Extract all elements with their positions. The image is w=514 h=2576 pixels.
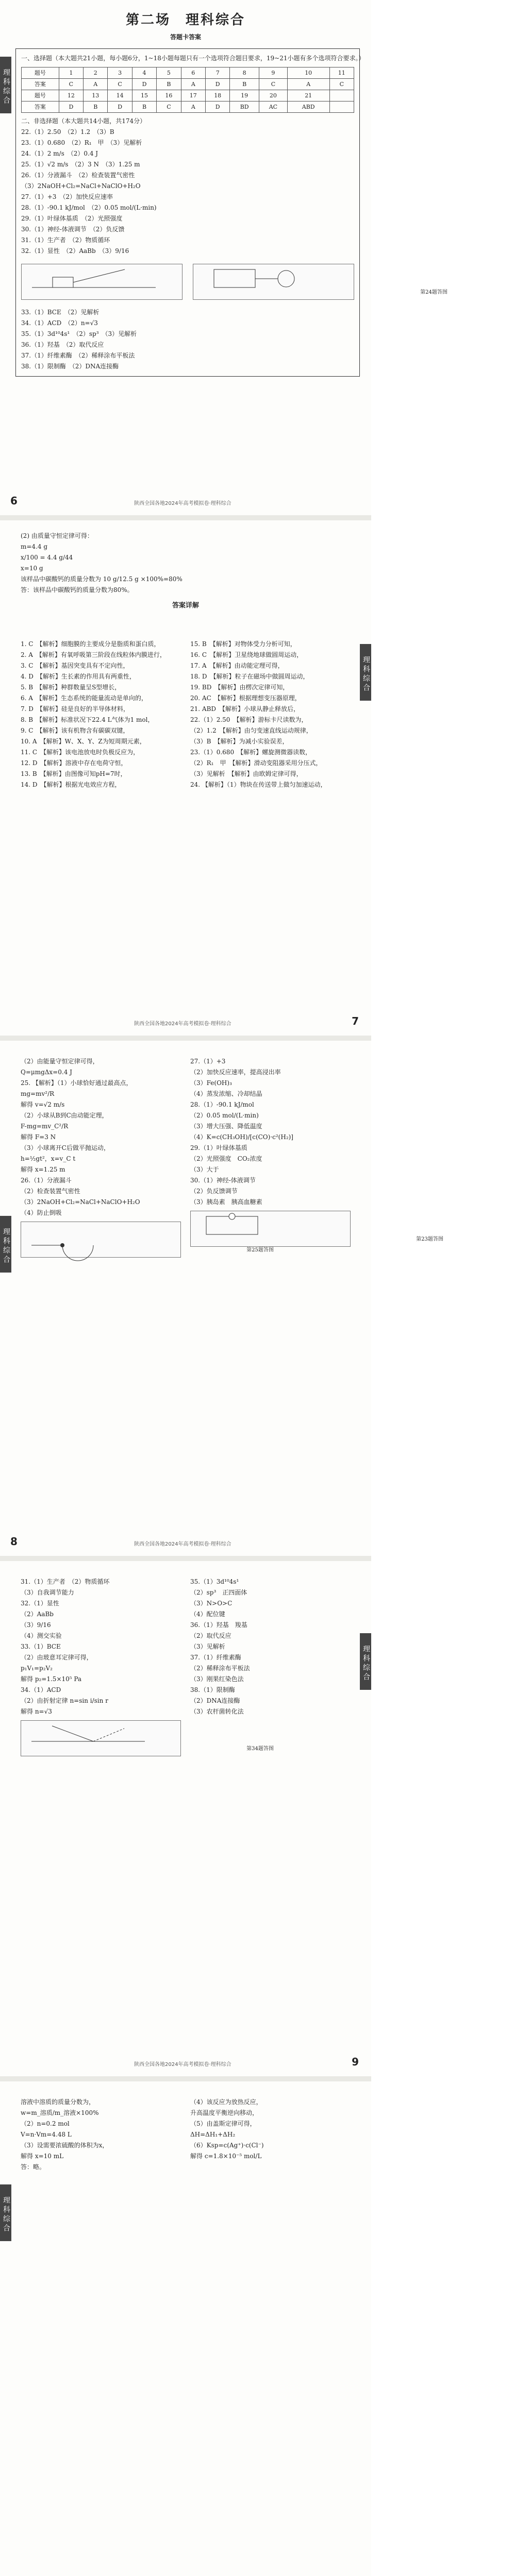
text-block — [21, 1577, 181, 1717]
table-cell: 5 — [157, 67, 181, 79]
table-cell: B — [230, 79, 259, 90]
text-line: （3）设需要浓硫酸的体积为x， — [21, 2142, 109, 2149]
text-line: 13. B 【解析】由图像可知pH=7时， — [21, 770, 127, 777]
text-line: 36.（1）羟基 羧基 — [190, 1621, 247, 1629]
table-cell: 1 — [59, 67, 83, 79]
table-cell: D — [206, 79, 230, 90]
text-line: 14. D 【解析】根据光电效应方程， — [21, 781, 121, 788]
table-cell: B — [84, 101, 108, 113]
text-line: （4）测交实验 — [21, 1632, 62, 1639]
text-line: x=10 g — [21, 565, 43, 572]
text-block — [21, 1056, 181, 1218]
table-cell: 8 — [230, 67, 259, 79]
side-tab: 理科综合 — [360, 1633, 371, 1690]
table-cell: A — [287, 79, 329, 90]
text-line: （3）Fe(OH)₃ — [190, 1079, 232, 1087]
text-line: m=4.4 g — [21, 543, 48, 550]
text-line: 17. A 【解析】由动能定理可得， — [190, 662, 284, 669]
text-line: 37.（1）纤维素酶 （2）稀释涂布平板法 — [21, 352, 135, 359]
text-line: 26.（1）分液漏斗 （2）检查装置气密性 — [21, 172, 135, 179]
intro-text: 一、选择题（本大题共21小题，每小题6分，1~18小题每题只有一个选项符合题目要求，19~21小题有多个选项符合要求。） — [21, 55, 365, 62]
text-line: 解得 x=10 mL — [21, 2153, 64, 2160]
side-tab: 理科综合 — [0, 57, 11, 113]
left-column — [21, 2097, 181, 2173]
text-line: （2）sp³ 正四面体 — [190, 1589, 247, 1596]
text-line: 19. BD 【解析】由楞次定律可知， — [190, 684, 289, 691]
page-number: 9 — [352, 2056, 359, 2068]
text-line: （2）加快反应速率，提高浸出率 — [190, 1069, 281, 1076]
text-line: （2）小球从B到C由动能定理， — [21, 1112, 108, 1119]
table-cell — [329, 101, 354, 113]
text-line: 15. B 【解析】对物体受力分析可知， — [190, 640, 296, 648]
text-line: 解得 p₂=1.5×10⁵ Pa — [21, 1675, 82, 1683]
text-line: Q=μmgΔx=0.4 J — [21, 1069, 72, 1076]
document-page-2 — [0, 520, 371, 1041]
table-cell: D — [59, 101, 83, 113]
text-line: 解得 x=1.25 m — [21, 1166, 65, 1173]
text-line: （2）DNA连接酶 — [190, 1697, 240, 1704]
text-line: （4）配位键 — [190, 1611, 225, 1618]
text-line: 29.（1）叶绿体基质 （2）光照强度 — [21, 215, 123, 222]
text-line: 18. D 【解析】粒子在磁场中做圆周运动， — [190, 673, 309, 680]
text-line: 25. 【解析】（1）小球恰好通过最高点， — [21, 1079, 132, 1087]
table-cell: C — [259, 79, 287, 90]
two-columns — [21, 2097, 351, 2173]
text-line: 31.（1）生产者 （2）物质循环 — [21, 236, 110, 244]
text-line: （2）由折射定律 n=sin i/sin r — [21, 1697, 108, 1704]
table-cell: A — [84, 79, 108, 90]
text-line: （2）光照强度 CO₂浓度 — [190, 1155, 262, 1162]
text-line: （3）见解析 — [190, 1643, 225, 1650]
figure-caption: 第34题答图 — [246, 1746, 274, 1752]
text-line: （5）由盖斯定律可得， — [190, 2120, 256, 2127]
text-line: 解得 v=√2 m/s — [21, 1101, 65, 1108]
text-line: （2）1.2 【解析】由匀变速直线运动规律， — [190, 727, 312, 734]
text-line: 27.（1）+3 （2）加快反应速率 — [21, 193, 113, 200]
right-column — [190, 1056, 443, 1261]
text-line: 解得 n=√3 — [21, 1708, 52, 1715]
figure-graphic — [21, 1222, 180, 1250]
text-line: （2）n=0.2 mol — [21, 2120, 70, 2127]
page-number: 6 — [10, 495, 18, 507]
text-line: 24. 【解析】（1）物块在传送带上做匀加速运动， — [190, 781, 327, 788]
text-line: （2）0.05 mol/(L·min) — [190, 1112, 259, 1119]
text-line: （3）农杆菌转化法 — [190, 1708, 244, 1715]
text-line: V=n·Vm=4.48 L — [21, 2131, 72, 2138]
two-columns — [21, 1577, 351, 1759]
table-cell: 17 — [181, 90, 205, 101]
text-line: （2）由玻意耳定律可得， — [21, 1654, 93, 1661]
text-line: (2) 由质量守恒定律可得： — [21, 532, 93, 539]
text-line: 22.（1）2.50 （2）1.2 （3）B — [21, 128, 114, 135]
text-line: 23.（1）0.680 【解析】螺旋测微器读数， — [190, 749, 312, 756]
footer-text: 陕西全国各地2024年高考模拟卷·理科综合 — [134, 1541, 231, 1547]
table-cell: 12 — [59, 90, 83, 101]
text-line: 9. C 【解析】该有机物含有碳碳双键， — [21, 727, 129, 734]
text-line: （6）Ksp=c(Ag⁺)·c(Cl⁻) — [190, 2142, 264, 2149]
table-cell: AC — [259, 101, 287, 113]
text-line: （3）见解析 【解析】由欧姆定律可得， — [190, 770, 303, 777]
section-title: 第二场 理科综合 — [125, 12, 245, 28]
text-line: ΔH=ΔH₁+ΔH₂ — [190, 2131, 236, 2138]
table-cell: 2 — [84, 67, 108, 79]
table-cell: 7 — [206, 67, 230, 79]
figure — [21, 264, 183, 300]
two-columns — [21, 1056, 443, 1261]
table-cell: 18 — [206, 90, 230, 101]
document-page-3 — [0, 1041, 443, 1561]
text-line: 26.（1）分液漏斗 — [21, 1177, 72, 1184]
table-cell: A — [181, 79, 205, 90]
answer-card-title: 答题卡答案 — [170, 33, 201, 41]
text-line: 22.（1）2.50 【解析】游标卡尺读数为， — [190, 716, 308, 723]
text-line: （2）R₁ 甲 【解析】滑动变阻器采用分压式， — [190, 759, 322, 767]
text-line: （3）刚果红染色法 — [190, 1675, 244, 1683]
text-line: mg=mv²/R — [21, 1090, 55, 1097]
table-cell: 4 — [132, 67, 156, 79]
text-line: 2. A 【解析】有氧呼吸第三阶段在线粒体内膜进行， — [21, 651, 166, 658]
figure — [21, 1222, 274, 1258]
table-cell: 答案 — [22, 79, 59, 90]
text-line: 35.（1）3d¹⁰4s¹ — [190, 1578, 239, 1585]
text-line: 16. C 【解析】卫星绕地球做圆周运动， — [190, 651, 303, 658]
figure-graphic — [191, 1211, 350, 1240]
right-column — [190, 1577, 351, 1759]
text-line: 25.（1）√2 m/s （2）3 N （3）1.25 m — [21, 161, 140, 168]
figure-caption: 第24题答图 — [420, 290, 447, 295]
footer-text: 陕西全国各地2024年高考模拟卷·理科综合 — [134, 2062, 231, 2067]
table-cell: B — [132, 101, 156, 113]
text-line: 38.（1）限制酶 — [190, 1686, 235, 1693]
figure-caption: 第23题答图 — [416, 1236, 443, 1242]
text-line: 1. C 【解析】细胞膜的主要成分是脂质和蛋白质， — [21, 640, 160, 648]
table-cell: BD — [230, 101, 259, 113]
table-cell: D — [132, 79, 156, 90]
text-line: w=m_溶质/m_溶液×100% — [21, 2109, 99, 2116]
figure-graphic — [21, 1721, 180, 1749]
text-line: （2）取代反应 — [190, 1632, 231, 1639]
text-line: （2）由能量守恒定律可得， — [21, 1058, 99, 1065]
document-page-4 — [0, 1561, 371, 2081]
table-cell: A — [181, 101, 205, 113]
text-line: 38.（1）限制酶 （2）DNA连接酶 — [21, 363, 119, 370]
text-block — [190, 1056, 351, 1208]
table-cell: 20 — [259, 90, 287, 101]
text-line: 20. AC 【解析】根据理想变压器原理， — [190, 694, 301, 702]
text-line: 12. D 【解析】溶液中存在电荷守恒， — [21, 759, 127, 767]
answer-lines — [21, 307, 354, 372]
text-line: 23.（1）0.680 （2）R₁ 甲 （3）见解析 — [21, 139, 142, 146]
table-cell: 题号 — [22, 67, 59, 79]
text-line: 28.（1）-90.1 kJ/mol （2）0.05 mol/(L·min) — [21, 204, 157, 211]
figure-caption: 第25题答图 — [246, 1247, 274, 1253]
text-line: p₁V₁=p₂V₂ — [21, 1665, 53, 1672]
text-line: 36.（1）羟基 （2）取代反应 — [21, 341, 104, 348]
answer-card-box — [15, 48, 447, 377]
table-cell: C — [59, 79, 83, 90]
right-column — [190, 639, 351, 790]
page-number: 7 — [352, 1015, 359, 1027]
text-line: x/100 = 4.4 g/44 — [21, 554, 73, 561]
text-line: 31.（1）生产者 （2）物质循环 — [21, 1578, 110, 1585]
right-column — [190, 2097, 351, 2173]
table-cell: 11 — [329, 67, 354, 79]
text-line: F-mg=mv_C²/R — [21, 1123, 69, 1130]
text-line: 35.（1）3d¹⁰4s¹ （2）sp³ （3）见解析 — [21, 330, 137, 337]
text-line: （3）增大压强、降低温度 — [190, 1123, 262, 1130]
table-cell: 9 — [259, 67, 287, 79]
table-cell: 16 — [157, 90, 181, 101]
figure — [21, 1720, 274, 1756]
table-cell — [329, 90, 354, 101]
text-line: 6. A 【解析】生态系统的能量流动是单向的， — [21, 694, 147, 702]
text-line: （4）蒸发浓缩、冷却结晶 — [190, 1090, 262, 1097]
table-cell: D — [108, 101, 132, 113]
text-line: 27.（1）+3 — [190, 1058, 226, 1065]
text-line: （3）B 【解析】为减小实验误差， — [190, 738, 289, 745]
table-cell: B — [157, 79, 181, 90]
text-line: 二、非选择题（本大题共14小题，共174分） — [21, 117, 146, 125]
table-cell: D — [206, 101, 230, 113]
table-cell: 13 — [84, 90, 108, 101]
text-line: 29.（1）叶绿体基质 — [190, 1144, 247, 1151]
figure-graphic — [193, 264, 354, 293]
text-line: 11. C 【解析】该电池放电时负极反应为， — [21, 749, 140, 756]
document-page-1 — [0, 0, 447, 520]
text-line: h=½gt²，x=v_C t — [21, 1155, 76, 1162]
answer-table — [21, 67, 354, 113]
two-columns — [21, 639, 351, 790]
table-cell: 15 — [132, 90, 156, 101]
text-line: 34.（1）ACD （2）n=√3 — [21, 319, 98, 327]
answer-lines — [21, 116, 354, 257]
text-line: （3）自我调节能力 — [21, 1589, 74, 1596]
footer-text: 陕西全国各地2024年高考模拟卷·理科综合 — [134, 1021, 231, 1027]
document-page-5 — [0, 2081, 371, 2576]
figure — [190, 1211, 443, 1247]
text-line: （3）大于 — [190, 1166, 219, 1173]
table-cell: 3 — [108, 67, 132, 79]
text-line: （4）K=c(CH₃OH)/[c(CO)·c²(H₂)] — [190, 1133, 293, 1141]
table-row — [22, 101, 354, 113]
text-line: 3. C 【解析】基因突变具有不定向性， — [21, 662, 129, 669]
text-line: （2）负反馈调节 — [190, 1188, 238, 1195]
section-heading: 答案详解 — [172, 602, 199, 609]
figure — [193, 264, 447, 300]
table-row — [22, 79, 354, 90]
text-line: 解得 c=1.8×10⁻⁵ mol/L — [190, 2153, 262, 2160]
table-cell: 6 — [181, 67, 205, 79]
table-cell: C — [329, 79, 354, 90]
figure-graphic — [22, 264, 182, 293]
table-cell: 题号 — [22, 90, 59, 101]
text-line: 32.（1）显性 — [21, 1600, 59, 1607]
text-line: （3）胰岛素 胰高血糖素 — [190, 1198, 262, 1206]
text-line: （3）2NaOH+Cl₂=NaCl+NaClO+H₂O — [21, 1198, 140, 1206]
text-line: 5. B 【解析】种群数量呈S型增长， — [21, 684, 121, 691]
text-line: （2）稀释涂布平板法 — [190, 1665, 250, 1672]
text-line: 答：略。 — [21, 2163, 46, 2171]
table-cell: 19 — [230, 90, 259, 101]
page-number: 8 — [10, 1535, 18, 1548]
side-tab: 理科综合 — [0, 2184, 11, 2241]
text-line: （4）防止倒吸 — [21, 1209, 62, 1216]
table-cell: C — [108, 79, 132, 90]
text-line: 8. B 【解析】标准状况下22.4 L气体为1 mol， — [21, 716, 154, 723]
table-row — [22, 90, 354, 101]
text-line: （2）检查装置气密性 — [21, 1188, 80, 1195]
solution-block — [21, 531, 351, 596]
table-cell: 21 — [287, 90, 329, 101]
text-line: 7. D 【解析】硅是良好的半导体材料， — [21, 705, 129, 713]
text-line: 24.（1）2 m/s （2）0.4 J — [21, 150, 98, 157]
text-line: （3）2NaOH+Cl₂=NaCl+NaClO+H₂O — [21, 182, 141, 190]
text-line: （2）AaBb — [21, 1611, 54, 1618]
text-line: 34.（1）ACD — [21, 1686, 61, 1693]
text-line: （3）小球离开C后做平抛运动， — [21, 1144, 110, 1151]
text-line: 答：该样品中碳酸钙的质量分数为80%。 — [21, 586, 134, 594]
table-cell: 10 — [287, 67, 329, 79]
table-cell: ABD — [287, 101, 329, 113]
text-line: （4）该反应为放热反应， — [190, 2098, 262, 2106]
text-line: 解得 F=3 N — [21, 1133, 56, 1141]
table-cell: 答案 — [22, 101, 59, 113]
text-line: 28.（1）-90.1 kJ/mol — [190, 1101, 254, 1108]
table-cell: 14 — [108, 90, 132, 101]
table-row — [22, 67, 354, 79]
text-line: （3）N>O>C — [190, 1600, 233, 1607]
text-line: 33.（1）BCE （2）见解析 — [21, 309, 100, 316]
text-line: 37.（1）纤维素酶 — [190, 1654, 241, 1661]
footer-text: 陕西全国各地2024年高考模拟卷·理科综合 — [134, 501, 231, 506]
text-line: 30.（1）神经-体液调节 — [190, 1177, 256, 1184]
text-line: 4. D 【解析】生长素的作用具有两重性， — [21, 673, 136, 680]
left-column — [21, 639, 181, 790]
text-line: 溶液中溶质的质量分数为， — [21, 2098, 95, 2106]
text-line: 32.（1）显性 （2）AaBb （3）9/16 — [21, 247, 129, 255]
text-line: （3）9/16 — [21, 1621, 51, 1629]
side-tab: 理科综合 — [0, 1216, 11, 1273]
text-line: 33.（1）BCE — [21, 1643, 61, 1650]
text-line: 该样品中碳酸钙的质量分数为 10 g/12.5 g ×100%=80% — [21, 575, 183, 583]
text-line: 10. A 【解析】W、X、Y、Z为短周期元素， — [21, 738, 146, 745]
text-line: 升高温度平衡逆向移动， — [190, 2109, 259, 2116]
text-line: 21. ABD 【解析】小球从静止释放后， — [190, 705, 300, 713]
text-line: 30.（1）神经-体液调节 （2）负反馈 — [21, 226, 125, 233]
table-cell: C — [157, 101, 181, 113]
side-tab: 理科综合 — [360, 644, 371, 701]
